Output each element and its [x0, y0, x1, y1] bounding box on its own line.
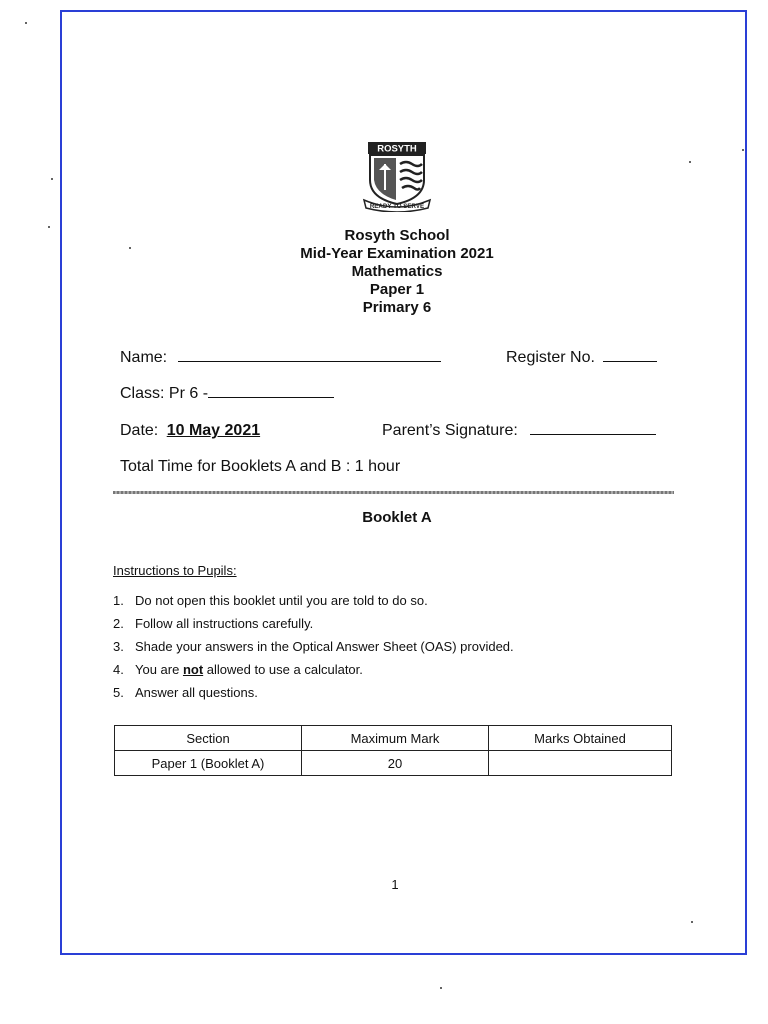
total-time: Total Time for Booklets A and B : 1 hour	[120, 458, 401, 475]
school-name: Rosyth School	[344, 227, 450, 244]
scan-speck	[689, 161, 691, 163]
instruction-text: Answer all questions.	[135, 685, 258, 700]
name-blank[interactable]	[178, 361, 441, 362]
instruction-item	[113, 615, 514, 638]
level: Primary 6	[362, 299, 432, 316]
header-marks-obtained: Marks Obtained	[489, 726, 672, 751]
date-label: Date:	[120, 422, 159, 439]
scan-speck	[691, 921, 693, 923]
instruction-item	[113, 638, 514, 661]
scan-speck	[742, 149, 744, 151]
instruction-text: Shade your answers in the Optical Answer Sheet (OAS) provided.	[135, 639, 514, 654]
cell-maximum-mark: 20	[302, 751, 489, 776]
scan-speck	[25, 22, 27, 24]
marks-table	[114, 725, 672, 776]
scan-speck	[51, 178, 53, 180]
class-label: Class: Pr 6 -	[120, 385, 209, 402]
exam-title: Mid-Year Examination 2021	[300, 245, 494, 262]
crest-banner-text: ROSYTH	[377, 143, 417, 155]
exam-header	[0, 227, 768, 317]
crest-motto: READY TO SERVE	[369, 203, 425, 210]
header-section: Section	[115, 726, 302, 751]
signature-label: Parent’s Signature:	[382, 422, 518, 439]
date-value: 10 May 2021	[166, 422, 261, 439]
cell-section: Paper 1 (Booklet A)	[115, 751, 302, 776]
signature-blank[interactable]	[530, 434, 656, 435]
instruction-emphasis: not	[182, 662, 204, 677]
instructions-heading: Instructions to Pupils:	[113, 563, 237, 578]
school-crest-logo	[362, 140, 432, 212]
subject: Mathematics	[351, 263, 443, 280]
divider-rule	[113, 491, 674, 494]
instruction-text: Follow all instructions carefully.	[135, 616, 314, 631]
instruction-number: 3.	[113, 639, 124, 654]
instruction-number: 1.	[113, 593, 124, 608]
cell-marks-obtained[interactable]	[489, 751, 672, 776]
table-row	[115, 751, 672, 776]
name-label: Name:	[120, 349, 168, 366]
header-maximum-mark: Maximum Mark	[302, 726, 489, 751]
name-field[interactable]	[120, 349, 441, 367]
instruction-number: 5.	[113, 685, 124, 700]
register-field[interactable]	[506, 349, 657, 367]
register-blank[interactable]	[603, 361, 657, 362]
scan-speck	[440, 987, 442, 989]
class-blank[interactable]	[208, 397, 334, 398]
booklet-title: Booklet A	[362, 509, 432, 526]
instruction-item	[113, 684, 514, 707]
instruction-text: You are	[135, 662, 183, 677]
page-number: 1	[391, 877, 399, 892]
class-field[interactable]	[120, 385, 334, 403]
table-header-row	[115, 726, 672, 751]
register-label: Register No.	[506, 349, 595, 366]
instructions-list	[113, 592, 514, 707]
instruction-text: Do not open this booklet until you are told to do so.	[135, 593, 428, 608]
instruction-item	[113, 592, 514, 615]
instruction-item	[113, 661, 514, 684]
signature-field[interactable]	[382, 422, 656, 440]
instruction-text: allowed to use a calculator.	[203, 662, 363, 677]
instruction-number: 2.	[113, 616, 124, 631]
paper: Paper 1	[369, 281, 425, 298]
date-field	[120, 422, 260, 440]
instruction-number: 4.	[113, 662, 124, 677]
